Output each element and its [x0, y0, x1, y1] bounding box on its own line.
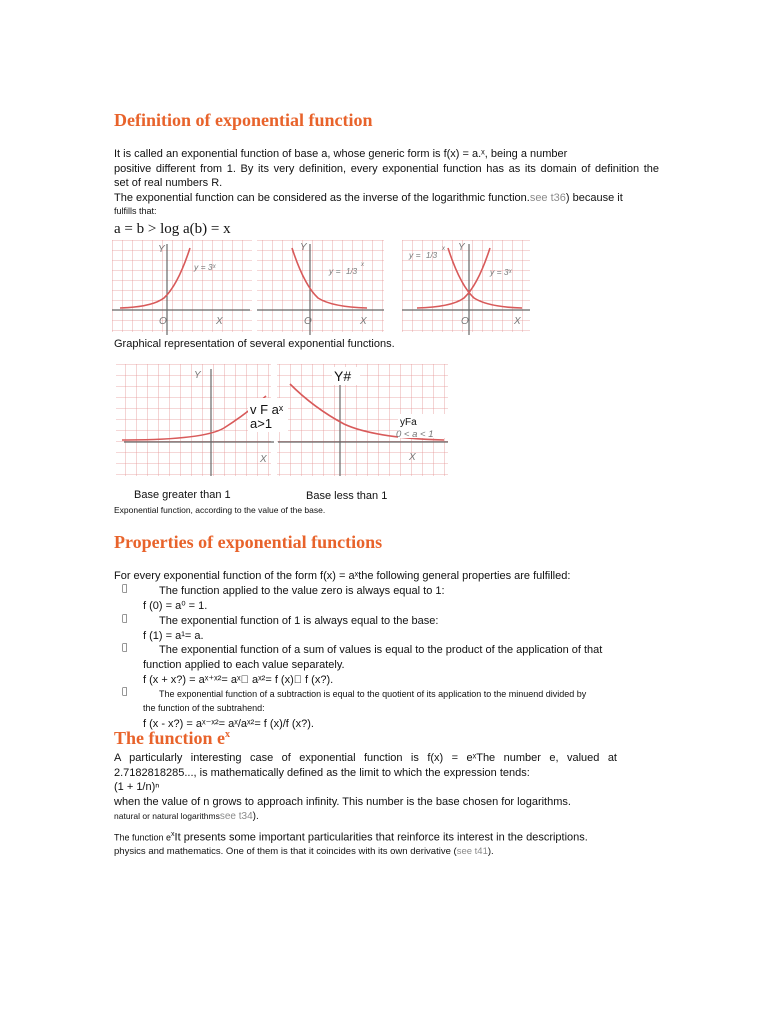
function-ex-line: A particularly interesting case of exponential function is f(x) = eˣThe number e, valued at: [114, 752, 617, 764]
definition-line: positive different from 1. By its very definition, every exponential function has as its domain of definition the: [114, 162, 659, 175]
graph-2-curve-exponent: x: [361, 262, 364, 268]
fig2-base-greater-label: Base greater than 1: [134, 489, 231, 501]
function-ex-line: 2.7182818285..., is mathematically defined as the limit to which the expression tends:: [114, 766, 530, 779]
property-formula: f (1) = a¹= a.: [143, 629, 204, 642]
inverse-paragraph: [114, 191, 659, 206]
title-text: The function e: [114, 728, 226, 748]
property-text: The function applied to the value zero is always equal to 1:: [159, 585, 445, 597]
bullet-icon: [122, 687, 127, 697]
fig2-x-right-label: X: [409, 452, 416, 463]
graph-3-y-label: Y: [458, 242, 465, 253]
function-ex-line: [114, 845, 617, 860]
graph-grid: [112, 240, 252, 332]
graph-1-origin-label: O: [159, 316, 167, 327]
bullet-icon: [122, 584, 127, 594]
fig2-label-a-pow-x: v F aˣ: [250, 402, 284, 417]
function-ex-line: [114, 828, 617, 845]
graph-1-y-label: Y: [158, 244, 165, 255]
function-ex-lead: The function e: [114, 832, 172, 843]
list-item: [122, 584, 642, 599]
graph-3-x-label: X: [514, 316, 521, 327]
property-formula: f (x - x?) = aˣ⁻ˣ²= aˣ/aˣ²= f (x)/f (x?).: [143, 717, 314, 730]
fig2-base-less-label: Base less than 1: [306, 490, 388, 502]
definition-line: set of real numbers R.: [114, 177, 223, 190]
section-title-definition: Definition of exponential function: [114, 110, 373, 130]
natural-log-text: natural or natural logarithms: [114, 811, 220, 822]
section-title-function-ex: [114, 728, 230, 749]
graph-3-curve-fraction: 1/3: [426, 251, 438, 260]
property-formula: f (x + x?) = aˣ⁺ˣ²= aˣ aˣ²= f (x) f (x?).: [143, 673, 317, 686]
property-text: The exponential function of a subtraction is equal to the quotient of its application to the minuend divided by: [159, 689, 587, 700]
definition-paragraph: [114, 147, 659, 218]
figure-caption-2: Exponential function, according to the value of the base.: [114, 505, 326, 515]
function-ex-line: when the value of n grows to approach infinity. This number is the base chosen for logarithms.: [114, 795, 571, 808]
inverse-text-tail: ) because it: [565, 191, 623, 204]
list-item: [122, 687, 642, 702]
log-formula: a = b > log a(b) = x: [114, 221, 231, 237]
fig2-label-range: 0 < a < 1: [396, 429, 434, 440]
bullet-icon: [122, 643, 127, 653]
derivative-text: physics and mathematics. One of them is that it coincides with its own derivative (: [114, 846, 457, 858]
bullet-icon: [122, 614, 127, 624]
graph-3-curve-exponent: x: [442, 246, 445, 252]
graph-1-x-label: X: [216, 316, 223, 327]
graph-2-curve-label: y =: [329, 266, 341, 276]
fig2-y-right-label: Y#: [334, 368, 352, 384]
fulfills-line: fulfills that:: [114, 206, 157, 217]
function-ex-text: It presents some important particularities that reinforce its interest in the descriptions.: [174, 831, 588, 844]
section-title-properties: Properties of exponential functions: [114, 532, 383, 552]
see-t41-link[interactable]: see t41: [456, 846, 488, 858]
properties-intro: For every exponential function of the form f(x) = aˣthe following general properties are fulfilled:: [114, 570, 571, 582]
graph-1-curve-label: y = 3ˣ: [194, 262, 216, 272]
graph-3-origin-label: O: [461, 316, 469, 327]
graph-3-curve-left-label: y =: [409, 250, 421, 260]
graph-3-curve-right-label: y = 3ˣ: [490, 267, 512, 277]
property-text: The exponential function of 1 is always equal to the base:: [159, 614, 439, 627]
base-comparison-figure: [114, 364, 450, 504]
title-superscript: x: [225, 729, 231, 740]
property-text: The exponential function of a sum of values is equal to the product of the application of that: [159, 644, 603, 657]
function-ex-sup: x: [171, 830, 175, 838]
fig2-label-right: yFa: [400, 417, 417, 428]
inverse-text: The exponential function can be considered as the inverse of the logarithmic function.: [114, 191, 530, 204]
property-text-continued: function applied to each value separately.: [143, 659, 345, 672]
fig2-x-left-label: X: [260, 454, 267, 465]
fig2-y-left-label: Y: [194, 370, 201, 381]
definition-line: It is called an exponential function of base a, whose generic form is f(x) = a.ˣ, being a number: [114, 148, 568, 160]
list-item: [122, 643, 642, 658]
limit-expression: (1 + 1/n)ⁿ: [114, 781, 160, 794]
figure-caption-1: Graphical representation of several exponential functions.: [114, 338, 395, 350]
graph-2-y-label: Y: [300, 242, 307, 253]
derivative-tail: ).: [487, 846, 494, 858]
exponential-graphs-figure: [112, 240, 530, 336]
natural-log-tail: ).: [252, 811, 259, 823]
fig2-label-a-gt-1: a>1: [250, 416, 273, 431]
natural-log-line: [114, 809, 617, 825]
graph-2-curve-fraction: 1/3: [346, 267, 358, 276]
see-t34-link[interactable]: see t34: [219, 811, 253, 823]
property-formula: f (0) = a⁰ = 1.: [143, 600, 208, 612]
see-t36-link[interactable]: see t36: [529, 191, 566, 204]
graph-2-x-label: X: [360, 316, 367, 327]
list-item: [122, 614, 642, 629]
property-text-continued: the function of the subtrahend:: [143, 703, 265, 714]
function-ex-paragraph: [114, 751, 617, 860]
properties-list: [122, 584, 642, 732]
graph-2-origin-label: O: [304, 316, 312, 327]
